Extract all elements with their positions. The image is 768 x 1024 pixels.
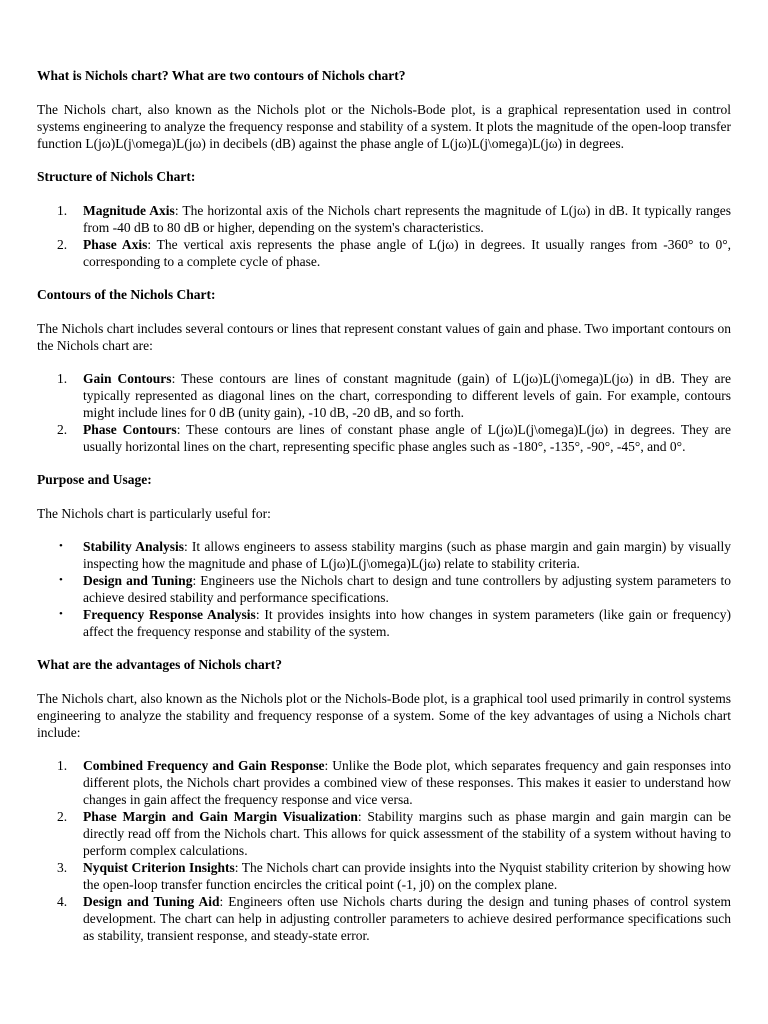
list-term: Phase Margin and Gain Margin Visualization xyxy=(83,809,358,824)
list-text: : Stability margins such as phase margin and gain margin can be directly read off from the Nichols chart. This allows for quick assessment of the stability of a system without having to perform complex calculations. xyxy=(83,809,732,858)
list-number: 2. xyxy=(57,809,68,824)
list-term: Nyquist Criterion Insights xyxy=(83,860,235,875)
list-item xyxy=(37,572,731,606)
list-item xyxy=(37,370,731,421)
list-number: 4. xyxy=(57,894,68,909)
paragraph-intro: The Nichols chart, also known as the Nichols plot or the Nichols-Bode plot, is a graphical representation used in control systems engineering to analyze the frequency response and stability of a system. It plots the magnitude of the open-loop transfer function L(jω)L(j\omega)L(jω) in decibels (dB) against the phase angle of L(jω)L(j\omega)L(jω) in degrees. xyxy=(37,102,731,151)
list-text: : These contours are lines of constant magnitude (gain) of L(jω)L(j\omega)L(jω) in dB. They are typically represented as diagonal lines on the chart, corresponding to different levels of gain. For example, contours might include lines for 0 dB (unity gain), -10 dB, -20 dB, and so forth. xyxy=(83,371,731,420)
list-text: : Engineers often use Nichols charts during the design and tuning phases of control system development. The chart can help in adjusting controller parameters to achieve desired performance specifications such as stability, transient response, and steady-state error. xyxy=(83,894,731,943)
list-term: Design and Tuning Aid xyxy=(83,894,220,909)
bullet-icon: • xyxy=(59,608,63,620)
list-text: : It provides insights into how changes in system parameters (like gain or frequency) affect the frequency response and stability of the system. xyxy=(83,607,731,639)
purpose-list xyxy=(37,538,731,640)
list-term: Gain Contours xyxy=(83,371,172,386)
paragraph-contours-intro: The Nichols chart includes several contours or lines that represent constant values of gain and phase. Two important contours on the Nichols chart are: xyxy=(37,321,731,353)
list-text: : The Nichols chart can provide insights into the Nyquist stability criterion by showing how the open-loop transfer function encircles the critical point (-1, j0) on the complex plane. xyxy=(83,860,731,892)
list-number: 1. xyxy=(57,371,68,386)
list-item xyxy=(37,236,731,270)
heading-purpose: Purpose and Usage: xyxy=(37,472,152,487)
list-term: Phase Contours xyxy=(83,422,177,437)
bullet-icon: • xyxy=(59,574,63,586)
list-item xyxy=(37,421,731,455)
heading-advantages: What are the advantages of Nichols chart? xyxy=(37,657,282,672)
list-item xyxy=(37,808,731,859)
list-item xyxy=(37,202,731,236)
bullet-icon: • xyxy=(59,540,63,552)
list-item xyxy=(37,893,731,944)
list-term: Magnitude Axis xyxy=(83,203,175,218)
list-text: : The horizontal axis of the Nichols chart represents the magnitude of L(jω) in dB. It typically ranges from -40 dB to 80 dB or higher, depending on the system's characteristics. xyxy=(83,203,731,235)
list-number: 1. xyxy=(57,758,68,773)
list-number: 2. xyxy=(57,237,68,252)
list-number: 3. xyxy=(57,860,68,875)
list-term: Phase Axis xyxy=(83,237,148,252)
list-text: : Unlike the Bode plot, which separates frequency and gain responses into different plots, the Nichols chart provides a combined view of these responses. This makes it easier to understand how changes in gain affect the frequency response and vice versa. xyxy=(83,758,731,807)
list-item xyxy=(37,757,731,808)
list-term: Design and Tuning xyxy=(83,573,193,588)
heading-structure: Structure of Nichols Chart: xyxy=(37,169,196,184)
list-item xyxy=(37,859,731,893)
list-number: 1. xyxy=(57,203,68,218)
paragraph-advantages-intro: The Nichols chart, also known as the Nichols plot or the Nichols-Bode plot, is a graphical tool used primarily in control systems engineering to analyze the stability and frequency response of a system. Some of the key advantages of using a Nichols chart include: xyxy=(37,691,731,740)
list-term: Stability Analysis xyxy=(83,539,184,554)
list-term: Combined Frequency and Gain Response xyxy=(83,758,325,773)
list-number: 2. xyxy=(57,422,68,437)
document-body xyxy=(37,67,731,944)
list-term: Frequency Response Analysis xyxy=(83,607,256,622)
list-text: : It allows engineers to assess stability margins (such as phase margin and gain margin) by visually inspecting how the magnitude and phase of L(jω)L(j\omega)L(jω) relate to stability criteria. xyxy=(83,539,731,571)
list-text: : These contours are lines of constant phase angle of L(jω)L(j\omega)L(jω) in degrees. They are usually horizontal lines on the chart, representing specific phase angles such as -180°, -135°, -90°, -45°, and 0°. xyxy=(83,422,731,454)
list-text: : Engineers use the Nichols chart to design and tune controllers by adjusting system parameters to achieve desired stability and performance specifications. xyxy=(83,573,731,605)
heading-contours: Contours of the Nichols Chart: xyxy=(37,287,216,302)
paragraph-purpose-intro: The Nichols chart is particularly useful for: xyxy=(37,506,271,521)
advantages-list xyxy=(37,757,731,944)
heading-what-is-nichols: What is Nichols chart? What are two contours of Nichols chart? xyxy=(37,68,406,83)
list-item xyxy=(37,606,731,640)
contours-list xyxy=(37,370,731,455)
structure-list xyxy=(37,202,731,270)
list-item xyxy=(37,538,731,572)
list-text: : The vertical axis represents the phase angle of L(jω) in degrees. It usually ranges from -360° to 0°, corresponding to a complete cycle of phase. xyxy=(83,237,731,269)
